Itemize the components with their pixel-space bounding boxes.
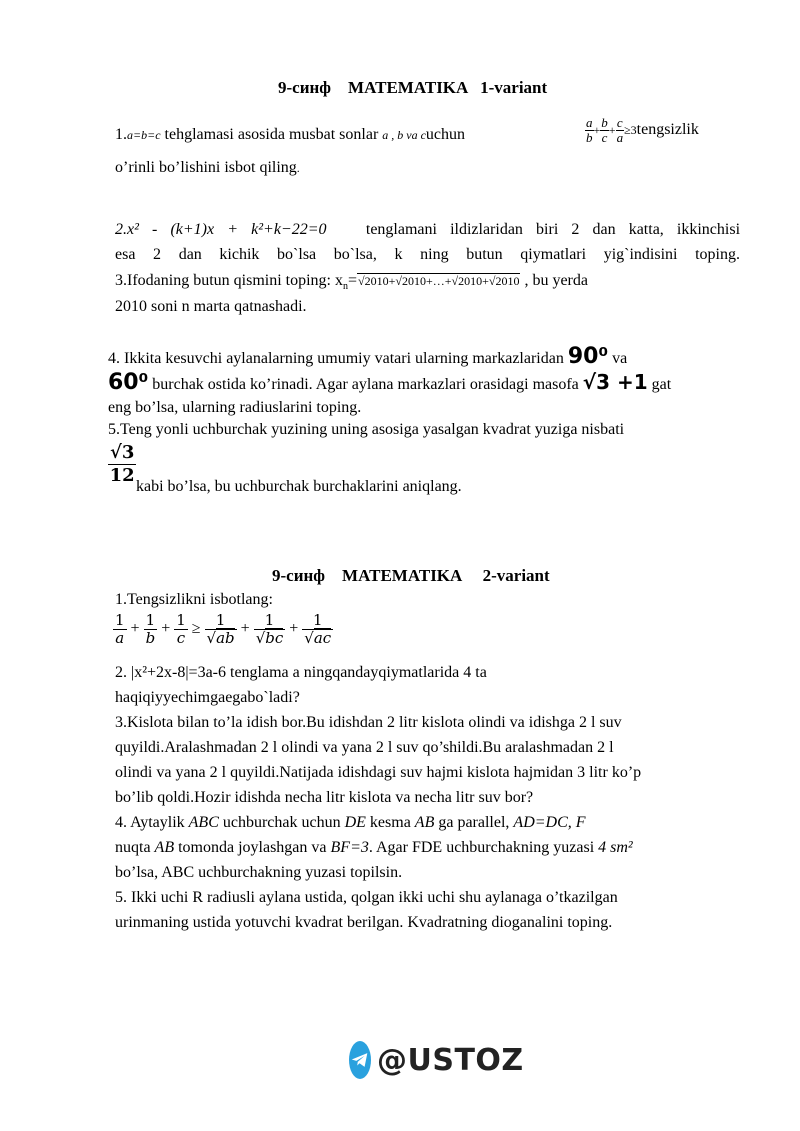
v1-problem5-fraction	[108, 442, 136, 487]
v1-problem4-line1: 4. Ikkita kesuvchi aylanalarning umumiy vatari ularning markazlaridan 90⁰ va	[108, 344, 628, 369]
v2-problem3-line3: olindi va yana 2 l quyildi.Natijada idishdagi suv hajmi kislota hajmidan 3 litr ko’p	[115, 764, 642, 781]
v2-problem4-line3: bo’lsa, ABC uchburchakning yuzasi topilsin.	[115, 864, 403, 881]
distance: √3 +1	[582, 370, 648, 394]
v1-problem1-line2: o’rinli bo’lishini isbot qiling.	[115, 159, 300, 176]
text: tehglamasi asosida musbat sonlar	[160, 126, 383, 143]
v1-problem3-line1: 3.Ifodaning butun qismini toping: $x_n=√2010+√2010+\dots+√2010+√2010$ , bu yerda	[115, 272, 588, 293]
v2-problem2-line1: 2. |x²+2x-8|=3a-6 tenglama a ningqandayqiymatlarida 4 ta	[115, 664, 487, 681]
fraction: $\frac{1}{b}$	[145, 611, 156, 647]
v2-problem3-line4: bo’lib qoldi.Hozir idishda necha litr kislota va necha litr suv bor?	[115, 789, 534, 806]
inequality-sign: ≥3	[624, 123, 637, 138]
problem-number: 1.	[115, 126, 127, 143]
equation: 2.x² - (k+1)x + k²+k−22=0	[115, 221, 327, 238]
fraction: $\frac{b}{c}$	[601, 115, 608, 145]
v2-problem1-inequality: $\frac{1}{a}$ + $\frac{1}{b}$ + $\frac{1}{c}$ ≥ $\frac{1}{√ab}$ + $\frac{1}{√bc}$ + $\frac{1}{√ac}$	[115, 611, 332, 647]
v1-problem4-line2: 60⁰ burchak ostida ko’rinadi. Agar aylana markazlari orasidagi masofa √3 +1 gat	[108, 370, 672, 395]
condition: a=b=c	[127, 128, 161, 142]
fraction: $\frac{a}{b}$	[586, 115, 593, 145]
telegram-icon	[349, 1041, 371, 1079]
v1-problem5-line2: kabi bo’lsa, bu uchburchak burchaklarini aniqlang.	[136, 478, 462, 495]
text: uchun	[425, 126, 466, 143]
variant2-title: 9-синф MATEMATIKA 2-variant	[272, 566, 550, 585]
v1-problem1-inequality: $\frac{a}{b}$ + $\frac{b}{c}$ + $\frac{c}{a}$ ≥3tengsizlik	[586, 115, 699, 145]
vars: a , b va c	[382, 128, 426, 142]
fraction: $\frac{c}{a}$	[616, 115, 624, 145]
radical-expression: √2010+√2010+…+√2010+√2010	[358, 274, 520, 288]
v1-problem3-line2: 2010 soni n marta qatnashadi.	[115, 298, 307, 315]
fraction: $\frac{1}{a}$	[115, 611, 125, 647]
logo-text: @USTOZ	[377, 1042, 524, 1078]
v2-problem3-line2: quyildi.Aralashmadan 2 l olindi va yana 2 l suv qo’shildi.Bu aralashmadan 2 l	[115, 739, 614, 756]
angle-90: 90⁰	[567, 344, 609, 369]
fraction: $\frac{1}{√bc}$	[255, 611, 284, 647]
v2-problem5-line1: 5. Ikki uchi R radiusli aylana ustida, qolgan ikki uchi shu aylanaga o’tkazilgan	[115, 889, 618, 906]
fraction: $\frac{1}{√ac}$	[304, 611, 332, 647]
text: tenglamani ildizlaridan biri 2 dan katta, ikkinchisi	[365, 221, 741, 238]
v1-problem2-line2: esa 2 dan kichik bo`lsa bo`lsa, k ning butun qiymatlari yig`indisini toping.	[115, 246, 740, 263]
fraction-numerator: √3	[110, 442, 135, 463]
angle-60: 60⁰	[108, 370, 149, 395]
v2-problem1-line1: 1.Tengsizlikni isbotlang:	[115, 591, 273, 608]
v1-problem1-line1	[115, 126, 465, 144]
text: tengsizlik	[636, 121, 699, 139]
fraction-denominator: 12	[109, 465, 135, 486]
v2-problem4-line2: nuqta AB tomonda joylashgan va BF=3. Agar FDE uchburchakning yuzasi 4 sm²	[115, 839, 633, 856]
v1-problem4-line3: eng bo’lsa, ularning radiuslarini toping.	[108, 399, 362, 416]
fraction: $\frac{1}{√ab}$	[206, 611, 235, 647]
ustoz-logo	[349, 1040, 524, 1080]
v2-problem2-line2: haqiqiyyechimgaegabo`ladi?	[115, 689, 300, 706]
fraction: $\frac{1}{c}$	[176, 611, 186, 647]
v2-problem4-line1: 4. Aytaylik ABC uchburchak uchun DE kesma AB ga parallel, AD=DC, F	[115, 814, 586, 831]
v2-problem3-line1: 3.Kislota bilan to’la idish bor.Bu idishdan 2 litr kislota olindi va idishga 2 l suv	[115, 714, 622, 731]
ge-sign: ≥	[191, 620, 201, 638]
v1-problem2-line1	[115, 221, 740, 239]
v2-problem5-line2: urinmaning ustida yotuvchi kvadrat berilgan. Kvadratning dioganalini toping.	[115, 914, 613, 931]
v1-problem5-line1: 5.Teng yonli uchburchak yuzining uning asosiga yasalgan kvadrat yuziga nisbati	[108, 421, 625, 438]
variant1-title: 9-синф MATEMATIKA 1-variant	[278, 78, 548, 97]
